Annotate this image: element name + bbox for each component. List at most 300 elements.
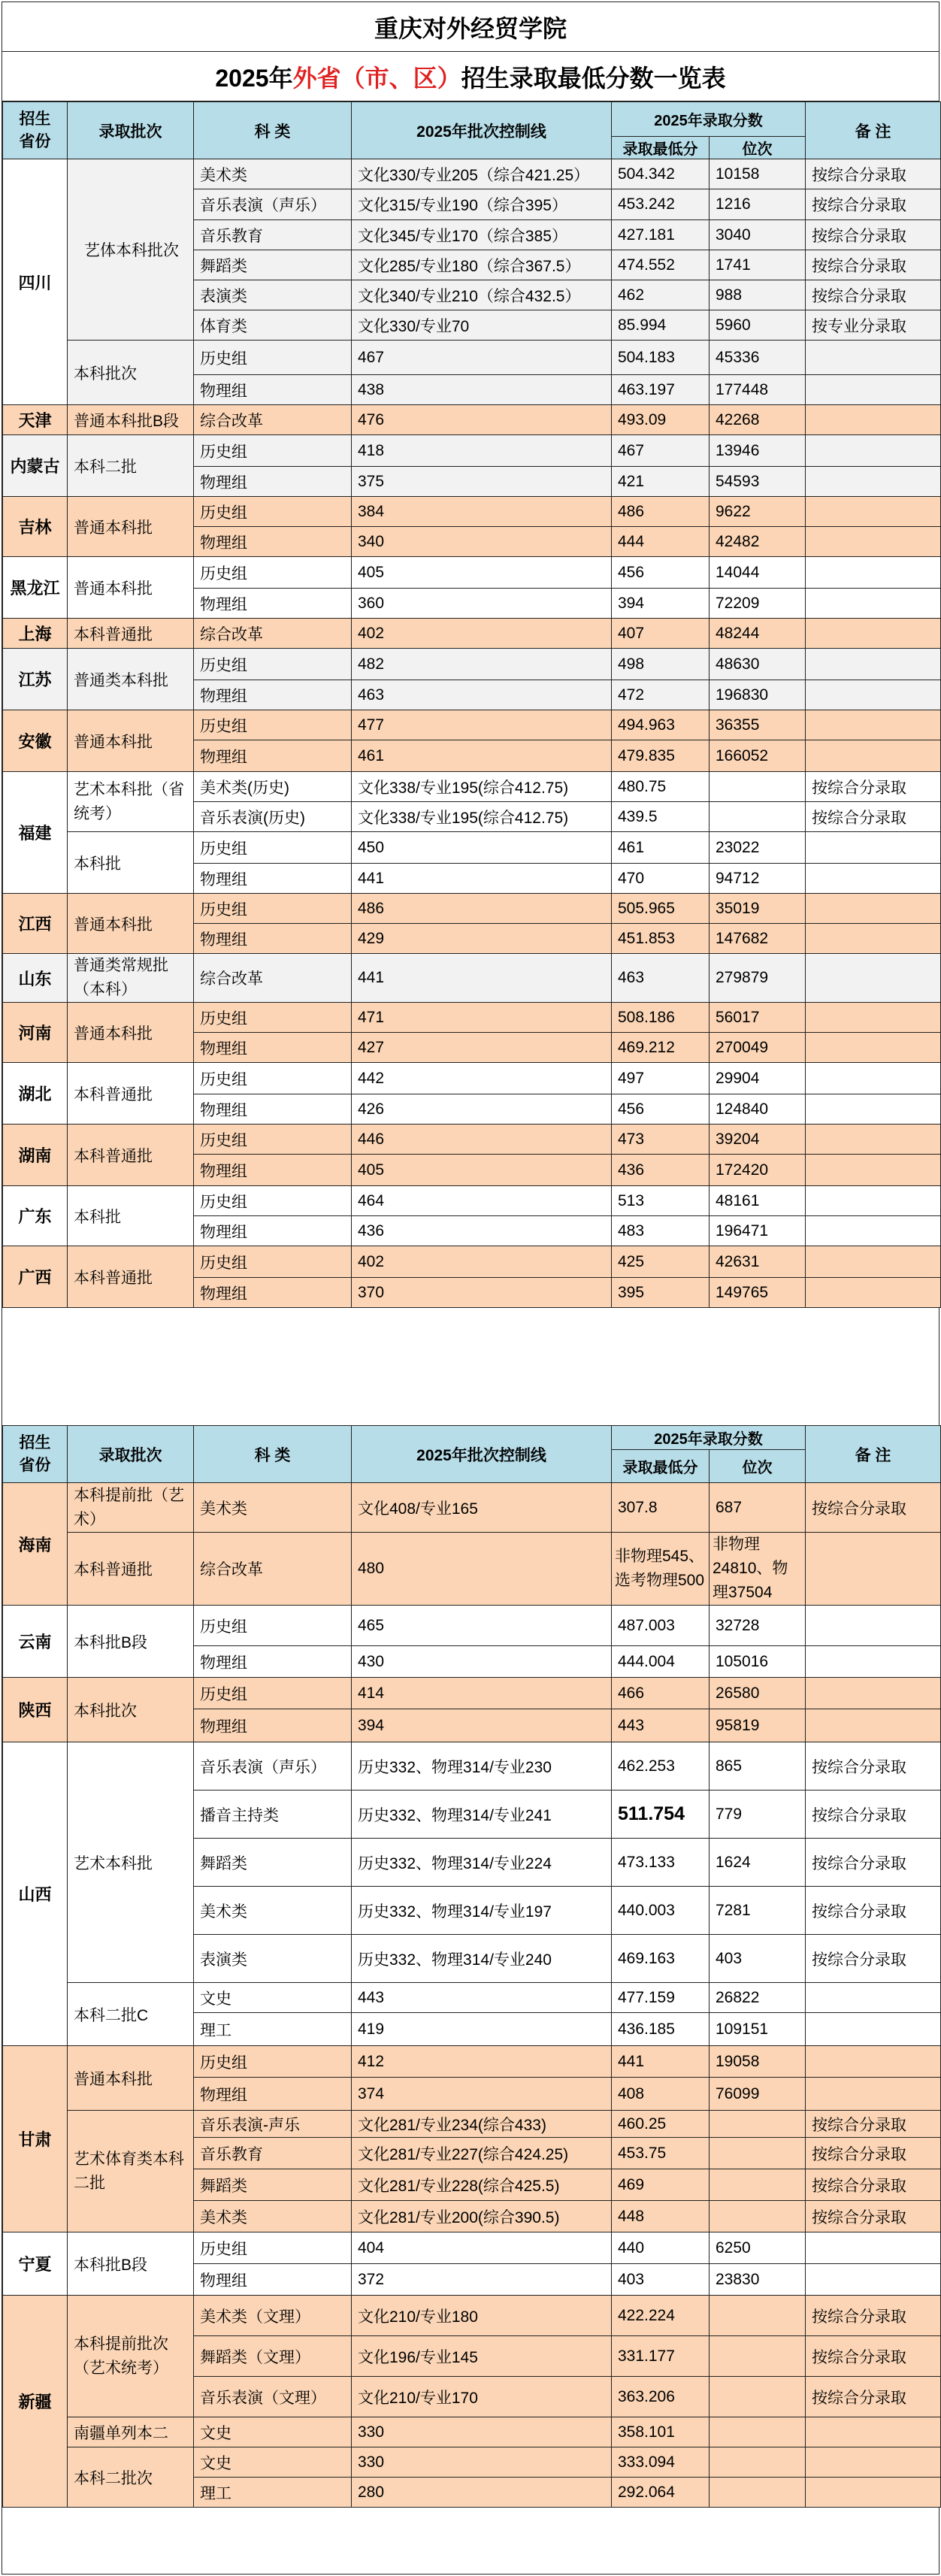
province-cell: 山西 [3, 1742, 68, 2046]
batch-cell: 本科普通批 [68, 619, 194, 649]
rank-cell: 147682 [710, 924, 806, 954]
province-cell: 山东 [3, 954, 68, 1003]
min-score-cell: 463 [612, 954, 710, 1003]
table-row [3, 497, 941, 527]
control-line-cell: 404 [352, 2232, 612, 2264]
rank-cell: 95819 [710, 1709, 806, 1742]
category-cell: 综合改革 [194, 405, 352, 435]
province-cell: 陕西 [3, 1678, 68, 1742]
control-line-cell: 436 [352, 1216, 612, 1246]
control-line-cell: 465 [352, 1606, 612, 1646]
category-cell: 历史组 [194, 649, 352, 680]
table-row [3, 894, 941, 924]
note-cell [806, 832, 941, 864]
min-score-cell: 444.004 [612, 1646, 710, 1678]
note-cell [806, 2232, 941, 2264]
category-cell: 舞蹈类 [194, 250, 352, 280]
note-cell [806, 1709, 941, 1742]
note-cell: 按综合分录取 [806, 159, 941, 189]
note-cell [806, 924, 941, 954]
category-cell: 历史组 [194, 1246, 352, 1278]
batch-cell: 普通本科批 [68, 557, 194, 619]
province-cell: 四川 [3, 159, 68, 405]
control-line-cell: 文化210/专业180 [352, 2296, 612, 2336]
control-line-cell: 360 [352, 589, 612, 619]
min-score-cell: 504.183 [612, 341, 710, 375]
batch-cell: 本科二批 [68, 435, 194, 497]
min-score-cell: 480.75 [612, 772, 710, 802]
control-line-cell: 文化338/专业195(综合412.75) [352, 772, 612, 802]
rank-cell: 105016 [710, 1646, 806, 1678]
header-rank: 位次 [710, 137, 806, 159]
note-cell: 按综合分录取 [806, 1483, 941, 1533]
control-line-cell: 412 [352, 2046, 612, 2078]
control-line-cell: 467 [352, 341, 612, 375]
control-line-cell: 文化196/专业145 [352, 2336, 612, 2377]
rank-cell: 7281 [710, 1887, 806, 1935]
province-cell: 吉林 [3, 497, 68, 557]
control-line-cell: 375 [352, 467, 612, 497]
note-cell: 按综合分录取 [806, 1839, 941, 1887]
control-line-cell: 402 [352, 619, 612, 649]
category-cell: 综合改革 [194, 1533, 352, 1606]
table-row [3, 2447, 941, 2478]
rank-cell: 54593 [710, 467, 806, 497]
rank-cell [710, 2447, 806, 2478]
min-score-cell: 403 [612, 2264, 710, 2296]
category-cell: 物理组 [194, 924, 352, 954]
rank-cell: 13946 [710, 435, 806, 467]
note-cell: 按综合分录取 [806, 250, 941, 280]
table-row [3, 832, 941, 864]
rank-cell: 29904 [710, 1063, 806, 1094]
header-note: 备 注 [806, 1426, 941, 1483]
category-cell: 物理组 [194, 1646, 352, 1678]
header-control-line: 2025年批次控制线 [352, 1426, 612, 1483]
header-note: 备 注 [806, 102, 941, 159]
note-cell [806, 1186, 941, 1216]
min-score-cell: 407 [612, 619, 710, 649]
min-score-cell: 469.163 [612, 1935, 710, 1983]
category-cell: 音乐表演-声乐 [194, 2111, 352, 2138]
province-cell: 江西 [3, 894, 68, 954]
category-cell: 物理组 [194, 1278, 352, 1308]
note-cell [806, 1003, 941, 1033]
note-cell: 按综合分录取 [806, 189, 941, 220]
note-cell [806, 894, 941, 924]
note-cell: 按综合分录取 [806, 2377, 941, 2417]
note-cell [806, 589, 941, 619]
min-score-cell: 483 [612, 1216, 710, 1246]
rank-cell [710, 2417, 806, 2447]
rank-cell: 988 [710, 280, 806, 310]
control-line-cell: 文化210/专业170 [352, 2377, 612, 2417]
note-cell: 按专业分录取 [806, 310, 941, 341]
category-cell: 历史组 [194, 341, 352, 375]
rank-cell: 48244 [710, 619, 806, 649]
min-score-cell: 436.185 [612, 2013, 710, 2046]
rank-cell: 94712 [710, 864, 806, 894]
min-score-cell: 498 [612, 649, 710, 680]
note-cell: 按综合分录取 [806, 802, 941, 832]
control-line-cell: 418 [352, 435, 612, 467]
control-line-cell: 477 [352, 710, 612, 740]
min-score-cell: 469 [612, 2169, 710, 2201]
table-row [3, 954, 941, 1003]
note-cell: 按综合分录取 [806, 2111, 941, 2138]
rank-cell: 26822 [710, 1983, 806, 2013]
note-cell [806, 2013, 941, 2046]
control-line-cell: 330 [352, 2417, 612, 2447]
note-cell: 按综合分录取 [806, 2296, 941, 2336]
note-cell [806, 497, 941, 527]
rank-cell: 172420 [710, 1155, 806, 1186]
table-subtitle [2, 52, 939, 101]
control-line-cell: 文化281/专业228(综合425.5) [352, 2169, 612, 2201]
rank-cell: 6250 [710, 2232, 806, 2264]
control-line-cell: 文化338/专业195(综合412.75) [352, 802, 612, 832]
category-cell: 音乐表演（声乐） [194, 189, 352, 220]
category-cell: 音乐教育 [194, 2138, 352, 2169]
rank-cell: 56017 [710, 1003, 806, 1033]
rank-cell: 19058 [710, 2046, 806, 2078]
rank-cell [710, 2377, 806, 2417]
note-cell [806, 1155, 941, 1186]
rank-cell: 35019 [710, 894, 806, 924]
min-score-cell: 408 [612, 2078, 710, 2111]
note-cell: 按综合分录取 [806, 1742, 941, 1790]
category-cell: 美术类（文理） [194, 2296, 352, 2336]
rank-cell: 48630 [710, 649, 806, 680]
min-score-cell: 462.253 [612, 1742, 710, 1790]
category-cell: 历史组 [194, 2232, 352, 2264]
table-row [3, 1186, 941, 1216]
header-row [3, 1426, 941, 1450]
min-score-cell: 436 [612, 1155, 710, 1186]
min-score-cell: 439.5 [612, 802, 710, 832]
table-row [3, 435, 941, 467]
rank-cell: 109151 [710, 2013, 806, 2046]
rank-cell [710, 2478, 806, 2508]
control-line-cell: 429 [352, 924, 612, 954]
min-score-cell: 422.224 [612, 2296, 710, 2336]
section2-table [2, 1425, 941, 2508]
batch-cell: 艺术本科批（省统考） [68, 772, 194, 832]
table-row [3, 1606, 941, 1646]
school-title: 重庆对外经贸学院 [2, 2, 939, 52]
control-line-cell: 370 [352, 1278, 612, 1308]
note-cell [806, 2046, 941, 2078]
min-score-cell: 395 [612, 1278, 710, 1308]
note-cell: 按综合分录取 [806, 2138, 941, 2169]
category-cell: 物理组 [194, 375, 352, 405]
min-score-cell: 331.177 [612, 2336, 710, 2377]
batch-cell: 普通本科批 [68, 2046, 194, 2111]
rank-cell: 48161 [710, 1186, 806, 1216]
note-cell: 按综合分录取 [806, 2201, 941, 2232]
min-score-cell: 505.965 [612, 894, 710, 924]
category-cell: 文史 [194, 2447, 352, 2478]
note-cell: 按综合分录取 [806, 2169, 941, 2201]
batch-cell: 本科普通批 [68, 1533, 194, 1606]
category-cell: 物理组 [194, 467, 352, 497]
batch-cell: 普通本科批B段 [68, 405, 194, 435]
control-line-cell: 394 [352, 1709, 612, 1742]
min-score-cell: 453.75 [612, 2138, 710, 2169]
rank-cell: 5960 [710, 310, 806, 341]
category-cell: 理工 [194, 2013, 352, 2046]
control-line-cell: 历史332、物理314/专业197 [352, 1887, 612, 1935]
header-category: 科 类 [194, 102, 352, 159]
batch-cell: 本科提前批次（艺术统考） [68, 2296, 194, 2417]
category-cell: 历史组 [194, 435, 352, 467]
category-cell: 物理组 [194, 864, 352, 894]
batch-cell: 本科二批C [68, 1983, 194, 2046]
table-row [3, 1983, 941, 2013]
rank-cell [710, 2169, 806, 2201]
note-cell: 按综合分录取 [806, 220, 941, 250]
note-cell: 按综合分录取 [806, 1887, 941, 1935]
province-cell: 云南 [3, 1606, 68, 1678]
header-row [3, 102, 941, 137]
control-line-cell: 441 [352, 954, 612, 1003]
min-score-cell: 470 [612, 864, 710, 894]
control-line-cell: 476 [352, 405, 612, 435]
province-cell: 湖南 [3, 1125, 68, 1186]
control-line-cell: 文化340/专业210（综合432.5） [352, 280, 612, 310]
min-score-cell: 333.094 [612, 2447, 710, 2478]
category-cell: 美术类 [194, 1483, 352, 1533]
table-row [3, 557, 941, 589]
rank-cell: 149765 [710, 1278, 806, 1308]
province-cell: 黑龙江 [3, 557, 68, 619]
min-score-cell: 511.754 [612, 1790, 710, 1839]
control-line-cell: 450 [352, 832, 612, 864]
table-row [3, 1063, 941, 1094]
category-cell: 美术类 [194, 1887, 352, 1935]
min-score-cell: 440.003 [612, 1887, 710, 1935]
note-cell [806, 467, 941, 497]
control-line-cell: 384 [352, 497, 612, 527]
rank-cell [710, 2138, 806, 2169]
note-cell: 按综合分录取 [806, 2336, 941, 2377]
rank-cell: 42482 [710, 527, 806, 557]
control-line-cell: 文化330/专业70 [352, 310, 612, 341]
category-cell: 播音主持类 [194, 1790, 352, 1839]
min-score-cell: 394 [612, 589, 710, 619]
table-row [3, 2111, 941, 2138]
control-line-cell: 历史332、物理314/专业230 [352, 1742, 612, 1790]
category-cell: 历史组 [194, 2046, 352, 2078]
category-cell: 历史组 [194, 710, 352, 740]
category-cell: 文史 [194, 1983, 352, 2013]
table-row [3, 1003, 941, 1033]
note-cell [806, 864, 941, 894]
control-line-cell: 419 [352, 2013, 612, 2046]
note-cell [806, 1678, 941, 1709]
rank-cell [710, 2111, 806, 2138]
batch-cell: 艺体本科批次 [68, 159, 194, 341]
table-row [3, 341, 941, 375]
min-score-cell: 462 [612, 280, 710, 310]
header-control-line: 2025年批次控制线 [352, 102, 612, 159]
min-score-cell: 448 [612, 2201, 710, 2232]
control-line-cell: 443 [352, 1983, 612, 2013]
batch-cell: 本科提前批（艺术） [68, 1483, 194, 1533]
control-line-cell: 438 [352, 375, 612, 405]
category-cell: 历史组 [194, 832, 352, 864]
rank-cell: 9622 [710, 497, 806, 527]
category-cell: 物理组 [194, 1709, 352, 1742]
note-cell [806, 405, 941, 435]
rank-cell [710, 2336, 806, 2377]
subtitle-suffix: 招生录取最低分数一览表 [461, 64, 726, 92]
batch-cell: 普通本科批 [68, 894, 194, 954]
category-cell: 综合改革 [194, 619, 352, 649]
min-score-cell: 292.064 [612, 2478, 710, 2508]
rank-cell: 36355 [710, 710, 806, 740]
control-line-cell: 文化281/专业234(综合433) [352, 2111, 612, 2138]
category-cell: 美术类(历史) [194, 772, 352, 802]
category-cell: 体育类 [194, 310, 352, 341]
control-line-cell: 405 [352, 557, 612, 589]
rank-cell: 3040 [710, 220, 806, 250]
rank-cell: 687 [710, 1483, 806, 1533]
category-cell: 舞蹈类 [194, 1839, 352, 1887]
min-score-cell: 451.853 [612, 924, 710, 954]
category-cell: 文史 [194, 2417, 352, 2447]
min-score-cell: 508.186 [612, 1003, 710, 1033]
category-cell: 历史组 [194, 1063, 352, 1094]
table-row [3, 710, 941, 740]
min-score-cell: 504.342 [612, 159, 710, 189]
table-row [3, 772, 941, 802]
control-line-cell: 文化315/专业190（综合395） [352, 189, 612, 220]
category-cell: 历史组 [194, 1678, 352, 1709]
control-line-cell: 历史332、物理314/专业240 [352, 1935, 612, 1983]
note-cell [806, 710, 941, 740]
batch-cell: 本科普通批 [68, 1063, 194, 1125]
min-score-cell: 443 [612, 1709, 710, 1742]
category-cell: 历史组 [194, 894, 352, 924]
note-cell [806, 1606, 941, 1646]
note-cell [806, 1246, 941, 1278]
rank-cell: 45336 [710, 341, 806, 375]
min-score-cell: 494.963 [612, 710, 710, 740]
category-cell: 物理组 [194, 2078, 352, 2111]
control-line-cell: 405 [352, 1155, 612, 1186]
batch-cell: 南疆单列本二 [68, 2417, 194, 2447]
rank-cell: 196471 [710, 1216, 806, 1246]
min-score-cell: 474.552 [612, 250, 710, 280]
batch-cell: 本科普通批 [68, 1246, 194, 1308]
min-score-cell: 477.159 [612, 1983, 710, 2013]
note-cell [806, 619, 941, 649]
control-line-cell: 文化281/专业227(综合424.25) [352, 2138, 612, 2169]
rank-cell: 1741 [710, 250, 806, 280]
note-cell [806, 1094, 941, 1125]
min-score-cell: 486 [612, 497, 710, 527]
header-batch: 录取批次 [68, 1426, 194, 1483]
min-score-cell: 425 [612, 1246, 710, 1278]
batch-cell: 普通本科批 [68, 497, 194, 557]
note-cell [806, 1533, 941, 1606]
control-line-cell: 文化345/专业170（综合385） [352, 220, 612, 250]
min-score-cell: 487.003 [612, 1606, 710, 1646]
category-cell: 历史组 [194, 1125, 352, 1155]
header-province: 招生 省份 [3, 1426, 68, 1483]
note-cell [806, 527, 941, 557]
note-cell [806, 1983, 941, 2013]
control-line-cell: 430 [352, 1646, 612, 1678]
table-row [3, 2417, 941, 2447]
batch-cell: 本科批 [68, 832, 194, 894]
table-row [3, 1125, 941, 1155]
note-cell [806, 2264, 941, 2296]
category-cell: 物理组 [194, 740, 352, 772]
control-line-cell: 414 [352, 1678, 612, 1709]
category-cell: 物理组 [194, 1216, 352, 1246]
note-cell: 按综合分录取 [806, 772, 941, 802]
category-cell: 历史组 [194, 1606, 352, 1646]
rank-cell: 23830 [710, 2264, 806, 2296]
rank-cell: 76099 [710, 2078, 806, 2111]
category-cell: 历史组 [194, 557, 352, 589]
min-score-cell: 463.197 [612, 375, 710, 405]
category-cell: 物理组 [194, 2264, 352, 2296]
category-cell: 物理组 [194, 1094, 352, 1125]
table-row [3, 405, 941, 435]
min-score-cell: 460.25 [612, 2111, 710, 2138]
rank-cell: 42631 [710, 1246, 806, 1278]
batch-cell: 本科批 [68, 1186, 194, 1246]
category-cell: 历史组 [194, 1003, 352, 1033]
batch-cell: 本科二批次 [68, 2447, 194, 2508]
note-cell [806, 1278, 941, 1308]
header-category: 科 类 [194, 1426, 352, 1483]
province-cell: 天津 [3, 405, 68, 435]
control-line-cell: 441 [352, 864, 612, 894]
rank-cell: 10158 [710, 159, 806, 189]
table-row [3, 1533, 941, 1606]
rank-cell: 124840 [710, 1094, 806, 1125]
subtitle-prefix: 2025年 [215, 64, 293, 92]
rank-cell: 23022 [710, 832, 806, 864]
min-score-cell: 497 [612, 1063, 710, 1094]
note-cell: 按综合分录取 [806, 280, 941, 310]
section1-table [2, 101, 941, 1308]
table-row [3, 2296, 941, 2336]
min-score-cell: 473.133 [612, 1839, 710, 1887]
note-cell [806, 740, 941, 772]
min-score-cell: 466 [612, 1678, 710, 1709]
category-cell: 理工 [194, 2478, 352, 2508]
batch-cell: 本科批次 [68, 341, 194, 405]
rank-cell: 26580 [710, 1678, 806, 1709]
control-line-cell: 426 [352, 1094, 612, 1125]
province-cell: 甘肃 [3, 2046, 68, 2232]
note-cell [806, 649, 941, 680]
batch-cell: 本科批B段 [68, 2232, 194, 2296]
rank-cell: 865 [710, 1742, 806, 1790]
table-row [3, 1678, 941, 1709]
min-score-cell: 453.242 [612, 189, 710, 220]
category-cell: 音乐表演(历史) [194, 802, 352, 832]
rank-cell: 166052 [710, 740, 806, 772]
table-row [3, 1246, 941, 1278]
table-row [3, 2232, 941, 2264]
province-cell: 安徽 [3, 710, 68, 772]
